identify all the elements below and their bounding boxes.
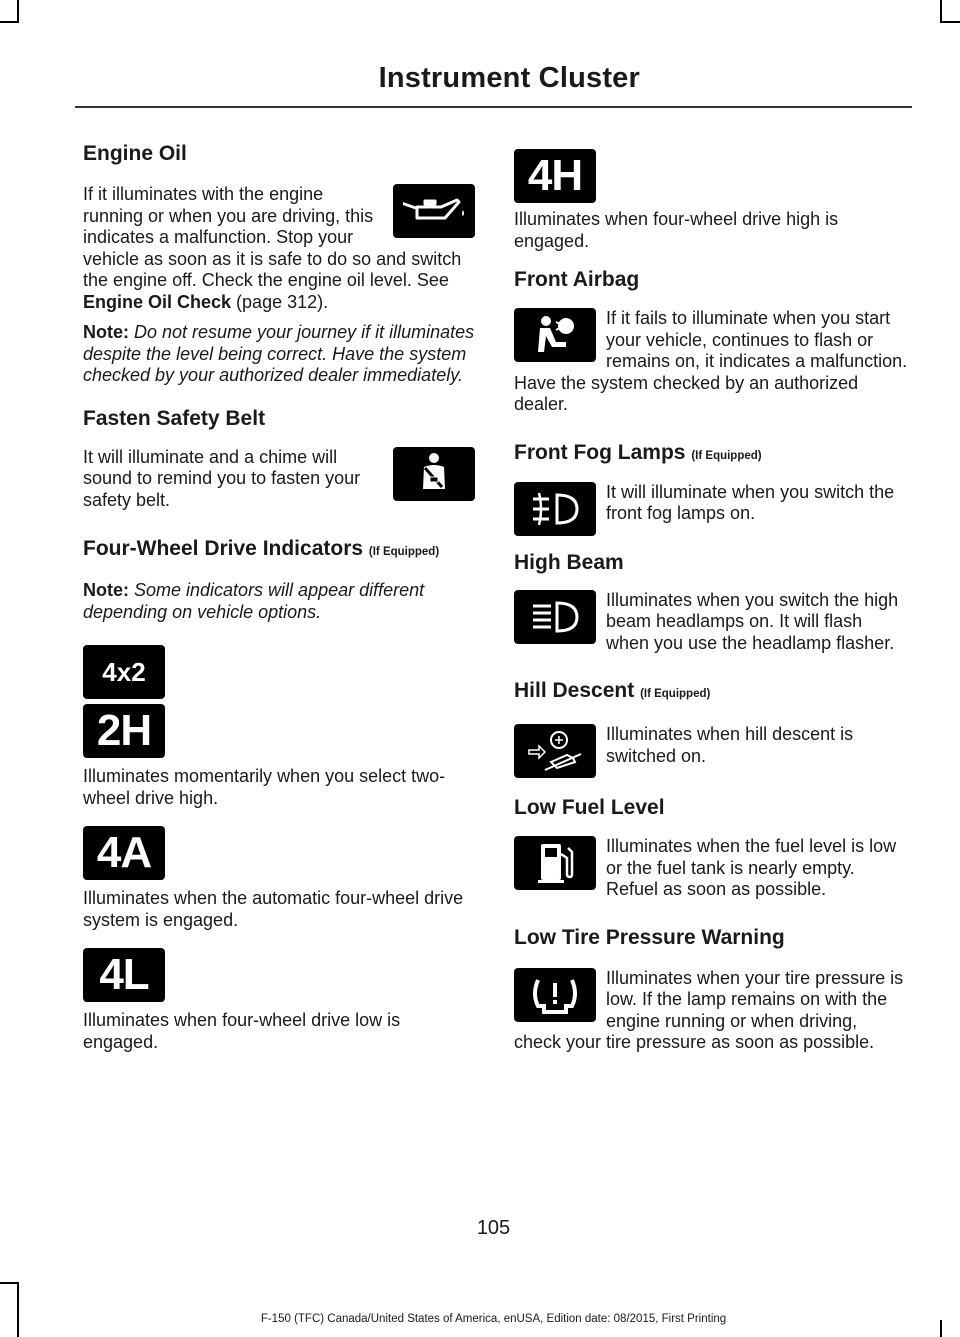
4h-text: Illuminates when four-wheel drive high is engaged. xyxy=(514,209,839,251)
four-wheel-heading-sub: (If Equipped) xyxy=(368,546,440,558)
4a-text: Illuminates when the automatic four-wheel drive system is engaged. xyxy=(83,888,464,930)
fog-lamps-body: It will illuminate when you switch the front fog lamps on. xyxy=(606,481,895,523)
tire-pressure-icon xyxy=(514,968,596,1022)
tire-pressure-heading: Low Tire Pressure Warning xyxy=(514,925,785,949)
high-beam-body: Illuminates when you switch the high beam headlamps on. It will flash when you use the headlamp flasher. xyxy=(606,589,899,653)
four-wheel-note: Some indicators will appear different depending on vehicle options. xyxy=(83,580,425,622)
hill-descent-body: Illuminates when hill descent is switched on. xyxy=(606,724,854,766)
2h-text: Illuminates momentarily when you select two-wheel drive high. xyxy=(83,766,446,808)
left-column xyxy=(83,140,475,1053)
hill-descent-heading-sub: (If Equipped) xyxy=(640,688,711,700)
2h-indicator-icon: 2H xyxy=(83,704,165,758)
crop-mark xyxy=(940,0,942,22)
engine-oil-section xyxy=(83,184,475,387)
hill-descent-section xyxy=(514,724,908,778)
fog-lamp-icon xyxy=(514,482,596,536)
crop-mark xyxy=(0,21,19,23)
four-wheel-heading xyxy=(83,535,475,566)
crop-mark xyxy=(940,21,960,23)
front-airbag-body: If it fails to illuminate when you start your vehicle, continues to flash or remains on, it indicates a malfunction. Have the system checked by an authorized dealer. xyxy=(514,308,908,414)
low-fuel-body: Illuminates when the fuel level is low or the fuel tank is nearly empty. Refuel as soon as possible. xyxy=(606,836,897,899)
engine-oil-check-link[interactable]: Engine Oil Check xyxy=(83,291,232,312)
note-label: Note: xyxy=(83,322,129,342)
crop-mark xyxy=(17,0,19,22)
crop-mark xyxy=(0,1282,19,1284)
front-airbag-heading: Front Airbag xyxy=(514,268,640,291)
seatbelt-icon xyxy=(393,447,475,501)
engine-oil-page-ref: (page 312). xyxy=(231,291,329,312)
airbag-icon xyxy=(514,308,596,362)
4l-indicator-icon: 4L xyxy=(83,948,165,1002)
fuel-pump-icon xyxy=(514,836,596,890)
hill-descent-heading-text: Hill Descent xyxy=(514,679,635,702)
safety-belt-section xyxy=(83,447,475,512)
four-wheel-heading-text: Four-Wheel Drive Indicators xyxy=(83,537,364,560)
footer-text: F-150 (TFC) Canada/United States of America, enUSA, Edition date: 08/2015, First Printing xyxy=(260,1313,727,1325)
engine-oil-heading: Engine Oil xyxy=(83,142,187,165)
4l-text: Illuminates when four-wheel drive low is engaged. xyxy=(83,1010,401,1052)
low-fuel-section xyxy=(514,836,908,901)
fog-lamps-heading xyxy=(514,439,908,470)
4h-indicator-icon: 4H xyxy=(514,149,596,203)
crop-mark xyxy=(17,1282,19,1337)
hill-descent-icon xyxy=(514,724,596,778)
fog-lamps-heading-text: Front Fog Lamps xyxy=(514,440,686,464)
right-column xyxy=(514,149,908,1054)
safety-belt-heading: Fasten Safety Belt xyxy=(83,406,266,430)
high-beam-icon xyxy=(514,590,596,644)
front-airbag-section xyxy=(514,308,908,416)
oil-can-icon xyxy=(393,184,475,238)
safety-belt-body: It will illuminate and a chime will sound to remind you to fasten your safety belt. xyxy=(83,446,361,510)
high-beam-section xyxy=(514,590,908,655)
4a-indicator-icon: 4A xyxy=(83,826,165,880)
tire-pressure-body: Illuminates when your tire pressure is low. If the lamp remains on with the engine running or when driving, check your tire pressure as soon as possible. xyxy=(514,967,904,1052)
hill-descent-heading xyxy=(514,677,908,708)
4x2-indicator-icon: 4x2 xyxy=(83,645,165,699)
note-label: Note: xyxy=(83,580,129,600)
engine-oil-body: If it illuminates with the engine running or when you are driving, this indicates a malfunction. Stop your vehicle as soon as it is safe to do so and switch the engine off. Check the engine oil level. See xyxy=(83,184,462,290)
header-rule xyxy=(75,106,912,108)
fog-lamps-heading-sub: (If Equipped) xyxy=(691,449,762,462)
high-beam-heading: High Beam xyxy=(514,550,624,574)
page-number: 105 xyxy=(476,1217,511,1239)
tire-pressure-section xyxy=(514,968,908,1054)
fog-lamps-section xyxy=(514,482,908,536)
low-fuel-heading: Low Fuel Level xyxy=(514,796,665,819)
page-title: Instrument Cluster xyxy=(378,62,640,94)
engine-oil-note: Do not resume your journey if it illuminates despite the level being correct. Have the system checked by your authorized dealer immediately. xyxy=(83,322,475,385)
